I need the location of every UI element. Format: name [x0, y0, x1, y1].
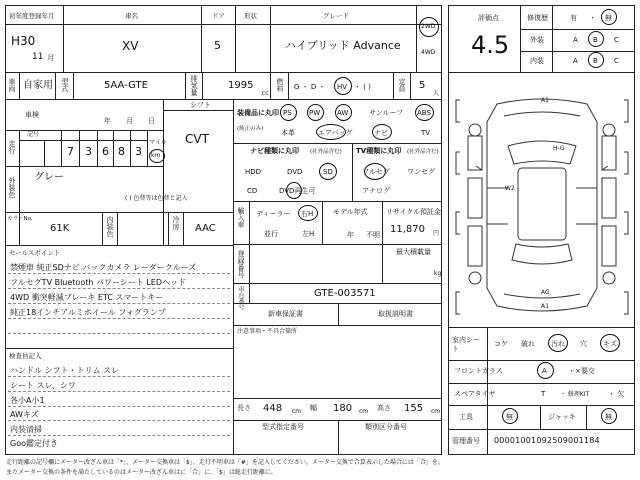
recycle-label: リサイクル預託金	[386, 208, 442, 216]
recycle-unit: 円	[433, 230, 440, 237]
score-label: 評価点	[478, 14, 499, 22]
inspection-month: 月	[126, 117, 133, 125]
tools-value: 無	[506, 413, 513, 421]
length-unit: cm	[292, 408, 302, 415]
type-number-label: 型式指定番号	[262, 423, 304, 431]
new-car-cert: 新車保証書	[268, 310, 303, 318]
fuel-other: ・ ( )	[354, 83, 371, 91]
shift-value: CVT	[185, 132, 209, 146]
exterior-color: グレー	[34, 172, 64, 183]
model: 5AA-GTE	[104, 80, 148, 91]
jack-value: 無	[605, 413, 612, 421]
seat-dirt: 汚れ	[551, 340, 565, 348]
color-code-label: カラーNo.	[7, 216, 33, 222]
import-label: 輸入車	[237, 207, 245, 228]
manual: 取扱説明書	[378, 310, 413, 318]
shift-label: シフト	[190, 101, 211, 109]
fuel-options: G ・ D ・	[294, 83, 326, 91]
length: 448	[263, 403, 283, 414]
height-unit: cm	[431, 408, 441, 415]
import-left: 左H	[302, 230, 315, 238]
inspection-title: 車検	[25, 111, 39, 119]
tv-oneseg: ワンセグ	[407, 168, 435, 176]
mileage-label: 走行	[8, 140, 16, 154]
mileage-digit-3: 6	[102, 145, 109, 158]
repair-sep: ・	[589, 14, 596, 22]
cc-unit: cc	[262, 90, 269, 97]
spare-none: ・ 欠	[608, 390, 625, 398]
inspector-note-5: 内装清掃	[10, 425, 42, 434]
equip-tv: TV	[421, 129, 431, 137]
nav-sub: (社外品含む)	[310, 149, 342, 155]
chassis-label: 車台番号	[237, 286, 244, 310]
mileage-unit-km: km	[151, 152, 161, 159]
width-unit: cm	[359, 408, 369, 415]
model-year-unit: 年	[347, 231, 354, 239]
mileage-digit-5: 3	[135, 145, 142, 158]
diagram-w2: W2	[505, 185, 515, 192]
selling-points-title: セールスポイント	[9, 249, 61, 257]
tv-title: TV種類に丸印	[356, 147, 402, 155]
inspector-note-6: Goo鑑定付き	[10, 439, 58, 448]
nav-hdd: HDD	[245, 168, 262, 176]
diagram-hg: H-G	[553, 145, 565, 152]
model-label: 型式	[61, 78, 69, 92]
equip-leather: 本革	[281, 129, 295, 137]
exterior-grade-b: B	[593, 36, 598, 44]
mileage-digit-4: 8	[118, 145, 125, 158]
nav-title: ナビ種類に丸印	[250, 147, 299, 155]
tv-sub: (社外品含む)	[407, 149, 439, 155]
ac-value: AAC	[195, 223, 216, 234]
model-year-label: モデル年式	[333, 208, 368, 216]
seat-hole: 穴	[580, 340, 587, 348]
chassis-value: GTE-003571	[314, 288, 376, 299]
grade-label: グレード	[323, 12, 349, 20]
door-label: ドア	[212, 12, 225, 20]
tools-label: 工具	[459, 413, 473, 421]
inspection-year: 年	[104, 117, 111, 125]
inspector-note-4: AWキズ	[10, 410, 39, 419]
nav-dvd: DVD	[287, 168, 303, 176]
fuel-selected: HV	[337, 83, 348, 91]
drive-4wd: 4WD	[421, 49, 436, 56]
jack-label: ジャッキ	[548, 413, 576, 421]
mileage-unit-mile: マイル	[149, 139, 167, 146]
body-type-label: 形状	[244, 12, 257, 20]
tv-fullseg: フルセグ	[362, 168, 390, 176]
repair-no: 無	[605, 14, 612, 22]
import-parallel: 並行	[264, 230, 278, 238]
front-glass-label: フロントガラス	[454, 367, 503, 375]
equip-airbag: エアバッグ	[318, 129, 353, 137]
exterior-grade-label: 外装	[530, 36, 544, 44]
exterior-grade-a: A	[573, 36, 578, 44]
repair-yes: 有	[570, 14, 577, 22]
equip-navi: ナビ	[374, 129, 388, 137]
note-box-label: 注意事項・不具合箇所	[237, 328, 298, 335]
selling-point-line-1: 禁煙車 純正SDナビ バックカメラ レーダークルーズ	[10, 263, 197, 272]
front-glass-x: ・×要交	[568, 367, 595, 375]
footer-line-1: 走行距離の記号欄にメーター改ざん車は「*」、メーター交換車は「$」、走行不明車は「#」を記入してください。メーター交換で合算表示した場合には「合」を、	[6, 459, 444, 466]
equip-ps: PS	[283, 109, 292, 117]
interior-grade-a: A	[573, 57, 578, 65]
grade: ハイブリッド Advance	[285, 39, 401, 52]
selling-point-line-4: 純正18インチアルミホイール フォグランプ	[10, 308, 166, 317]
mileage-digits-label: 記号	[27, 131, 40, 138]
car-damage-diagram	[452, 92, 632, 320]
inspector-note-1: ハンドル シフト・トリム スレ	[10, 366, 120, 375]
seat-burn: コゲ	[494, 340, 508, 348]
inspector-note-2: シート スレ、シワ	[10, 381, 76, 390]
equipment-title: 装備品に丸印	[237, 109, 279, 117]
inspection-day: 日	[148, 117, 155, 125]
diagram-a1-bottom: A1	[541, 303, 549, 310]
exterior-grade-c: C	[614, 36, 619, 44]
seat-scratch: キズ	[603, 340, 617, 348]
first-reg-label: 初年度登録年月	[9, 12, 55, 20]
interior-grade-c: C	[614, 57, 619, 65]
equipment-subtitle: (純正のみ)	[237, 126, 264, 132]
diagram-a1-top: A1	[541, 97, 549, 104]
repair-label: 修復歴	[527, 14, 548, 22]
equip-pw: PW	[309, 109, 321, 117]
interior-grade-label: 内装	[530, 57, 544, 65]
equip-sunroof: サンルーフ	[369, 109, 404, 117]
nav-cd: CD	[247, 187, 258, 195]
ac-label: 冷房	[172, 216, 180, 230]
width-label: 幅	[310, 404, 317, 412]
month-unit: 月	[47, 54, 54, 62]
mileage-digit-1: 7	[67, 145, 74, 158]
score: 4.5	[471, 31, 510, 59]
doors: 5	[214, 39, 221, 52]
use-label: 車両	[8, 78, 16, 92]
selling-point-line-2: フルセグTV Bluetooth パワーシート LEDヘッド	[10, 278, 187, 287]
first-reg-month: 11	[32, 52, 44, 62]
interior-color-label: 内装色	[106, 216, 114, 237]
nav-sd: SD	[323, 168, 333, 176]
first-reg-era: H30	[11, 34, 36, 48]
drive-2wd: 2WD	[421, 23, 436, 30]
height: 155	[404, 403, 424, 414]
load-label: 最大積載量	[396, 248, 431, 256]
import-dealer: ディーラー	[256, 210, 291, 218]
interior-grade-b: B	[593, 57, 598, 65]
spare-t: T	[541, 390, 546, 398]
footer-line-2: またメーター交換の条件を満たしているのはメーター改ざん車はに「合」に、「$」は総走行距離に。	[6, 469, 277, 476]
exterior-color-note: ( ) 色替等は色替と記入	[125, 195, 188, 202]
equip-aw: AW	[337, 109, 349, 117]
mgmt-label: 管理番号	[452, 437, 480, 445]
inspector-notes-title: 検査員記入	[9, 352, 42, 360]
color-code: 61K	[50, 223, 70, 234]
fuel-label: 燃料	[276, 78, 284, 92]
seat-tear: 破れ	[521, 340, 535, 348]
displacement: 1995	[228, 80, 254, 91]
tv-analog: アナログ	[362, 187, 390, 195]
capacity-label: 定員	[398, 78, 406, 92]
car-name-label: 車名	[125, 12, 138, 20]
inspector-note-3: 各小A小1	[10, 396, 45, 405]
registration-label: 登録番号	[237, 250, 245, 278]
use: 自家用	[23, 80, 53, 91]
nav-dvdplay: DVD再生可	[279, 187, 316, 195]
load-unit: kg	[434, 270, 442, 277]
front-glass-good: A	[542, 367, 547, 375]
equip-abs: ABS	[417, 109, 431, 117]
exterior-color-label: 外装色	[8, 177, 16, 198]
selling-point-line-3: 4WD 衝突軽減ブレーキ ETC スマートキー	[10, 293, 164, 302]
mgmt-value: 00001001092509001184	[494, 436, 600, 445]
capacity: 5	[419, 80, 426, 91]
displacement-label: 排気量	[190, 75, 198, 96]
length-label: 長さ	[237, 404, 251, 412]
spare-repair-kit: ・ 修理KIT	[560, 391, 590, 398]
seat-label: 室内シート	[452, 336, 480, 354]
car-name: XV	[122, 39, 139, 53]
model-year-unknown: 不明	[366, 231, 380, 239]
width: 180	[333, 403, 353, 414]
class-number-label: 類別区分番号	[365, 423, 407, 431]
height-label: 高さ	[377, 404, 391, 412]
import-right: 右H	[301, 210, 314, 218]
mileage-digit-2: 3	[85, 145, 92, 158]
recycle-value: 11,870	[390, 224, 425, 235]
capacity-unit: 人	[433, 90, 440, 97]
diagram-ag: AG	[541, 289, 550, 296]
spare-label: スペアタイヤ	[454, 390, 496, 398]
